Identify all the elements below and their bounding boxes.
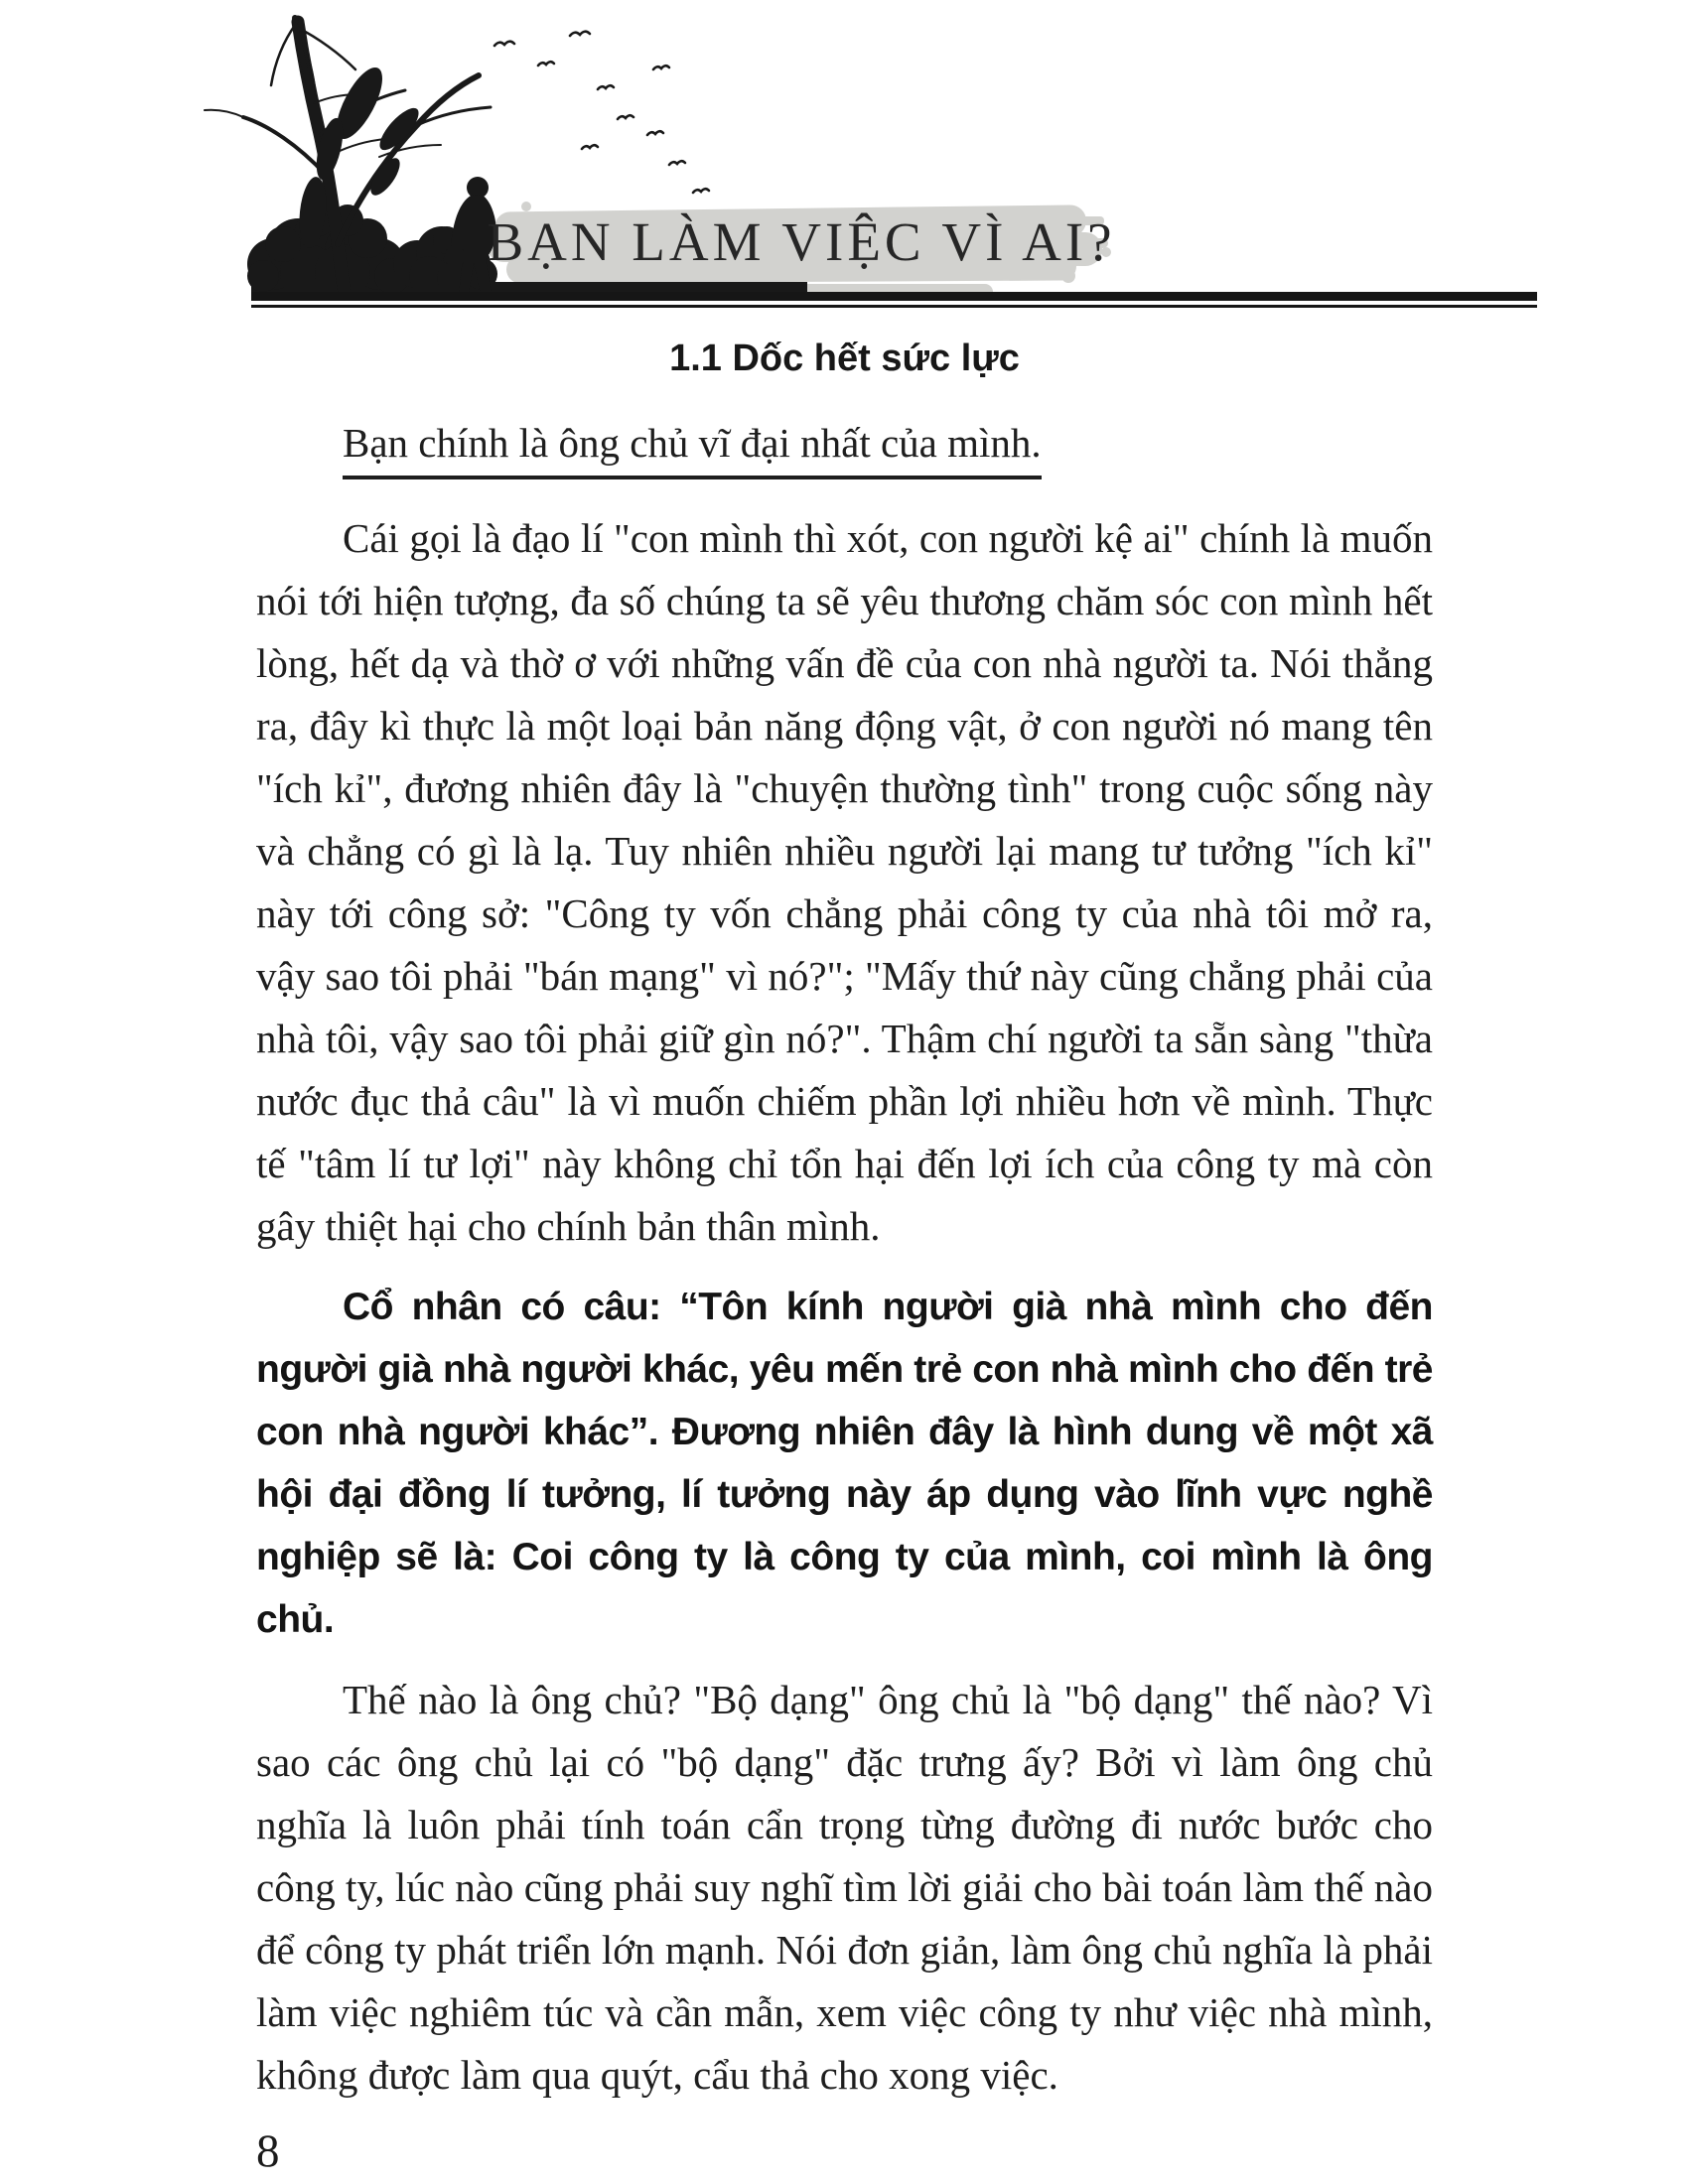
birds-flock (494, 32, 709, 193)
lead-sentence-text: Bạn chính là ông chủ vĩ đại nhất của mình. (343, 417, 1042, 479)
lead-sentence (256, 417, 1433, 479)
header-rule-thin (251, 305, 1537, 308)
page-body (0, 336, 1688, 2107)
page-number: 8 (256, 2125, 280, 2177)
book-title: BẠN LÀM VIỆC VÌ AI? (487, 210, 1116, 272)
section-heading: 1.1 Dốc hết sức lực (669, 338, 1020, 379)
chapter-header (0, 0, 1688, 310)
paragraph-2-bold-quote: Cổ nhân có câu: “Tôn kính người già nhà mình cho đến người già nhà người khác, yêu mến trẻ con nhà mình cho đến trẻ con nhà người khác”. Đương nhiên đây là hình dung về một xã hội đại đồng lí tưởng, lí tưởng này áp dụng vào lĩnh vực nghề nghiệp sẽ là: Coi công ty là công ty của mình, coi mình là ông chủ. (256, 1286, 1433, 1641)
paragraph-3: Thế nào là ông chủ? "Bộ dạng" ông chủ là "bộ dạng" thế nào? Vì sao các ông chủ lại có "bộ dạng" đặc trưng ấy? Bởi vì làm ông chủ nghĩa là luôn phải tính toán cẩn trọng từng đường đi nước bước cho công ty, lúc nào cũng phải suy nghĩ tìm lời giải cho bài toán làm thế nào để công ty phát triển lớn mạnh. Nói đơn giản, làm ông chủ nghĩa là phải làm việc nghiêm túc và cần mẫn, xem việc công ty như việc nhà mình, không được làm qua quýt, cẩu thả cho xong việc. (256, 1677, 1433, 2098)
paragraph-1: Cái gọi là đạo lí "con mình thì xót, con người kệ ai" chính là muốn nói tới hiện tượng, đa số chúng ta sẽ yêu thương chăm sóc con mình hết lòng, hết dạ và thờ ơ với những vấn đề của con nhà người ta. Nói thẳng ra, đây kì thực là một loại bản năng động vật, ở con người nó mang tên "ích kỉ", đương nhiên đây là "chuyện thường tình" trong cuộc sống này và chẳng có gì là lạ. Tuy nhiên nhiều người lại mang tư tưởng "ích kỉ" này tới công sở: "Công ty vốn chẳng phải công ty của nhà tôi mở ra, vậy sao tôi phải "bán mạng" vì nó?"; "Mấy thứ này cũng chẳng phải của nhà tôi, vậy sao tôi phải giữ gìn nó?". Thậm chí người ta sẵn sàng "thừa nước đục thả câu" là vì muốn chiếm phần lợi nhiều hơn về mình. Thực tế "tâm lí tư lợi" này không chỉ tổn hại đến lợi ích của công ty mà còn gây thiệt hại cho chính bản thân mình. (256, 515, 1433, 1249)
